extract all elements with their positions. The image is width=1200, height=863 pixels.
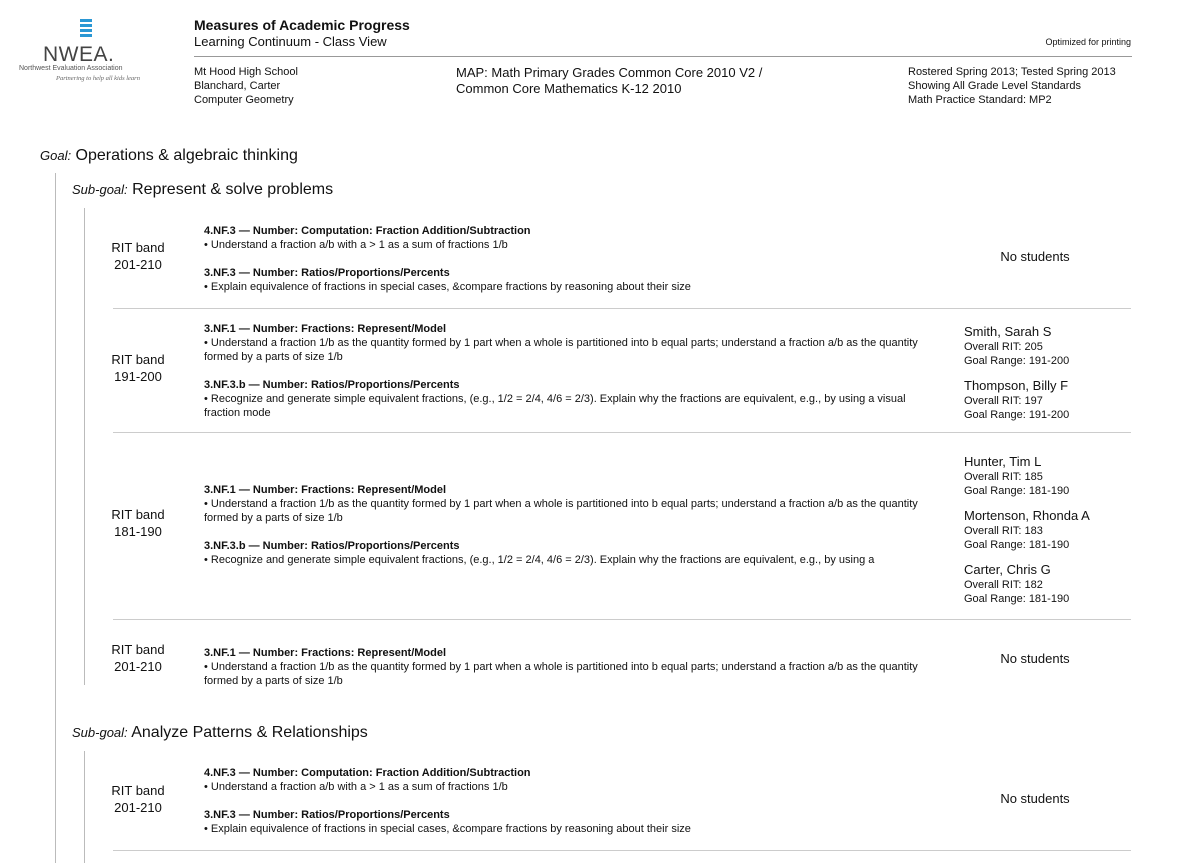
student-rit: Overall RIT: 182 [964,579,1043,591]
standard-desc: • Recognize and generate simple equivalent fractions, (e.g., 1/2 = 2/4, 4/6 = 2/3). Explain why the fractions are equivalent, e.g., by using a visual fraction mode [204,393,906,419]
row-divider [113,432,1131,433]
standard-code: 3.NF.3 — Number: Ratios/Proportions/Percents [204,809,450,821]
map-info [456,65,762,97]
standard-desc: • Understand a fraction 1/b as the quantity formed by 1 part when a whole is partitioned into b equal parts; understand a fraction a/b as the quantity formed by a parts of size 1/b [204,498,918,524]
standards-filter: Showing All Grade Level Standards [908,80,1082,92]
standard-item [204,224,924,252]
standards-list [204,322,924,420]
row-divider [113,619,1131,620]
standard-desc: • Understand a fraction a/b with a > 1 as a sum of fractions 1/b [204,239,508,251]
student-name: Thompson, Billy F [964,378,1069,393]
rit-band-label: RIT band [111,783,165,798]
logo-mark [80,19,92,39]
subgoal-tree-line [84,208,85,685]
standard-code: 3.NF.3.b — Number: Ratios/Proportions/Percents [204,540,460,552]
standard-item [204,539,924,567]
goal-name: Operations & algebraic thinking [75,147,298,164]
student-name: Carter, Chris G [964,562,1051,577]
standard-item [204,808,924,836]
rit-band [100,506,176,540]
logo-wordmark: NWEA. [43,43,115,66]
standard-item [204,322,924,364]
standard-code: 3.NF.1 — Number: Fractions: Represent/Model [204,484,447,496]
no-students-note: No students [1000,791,1070,806]
rit-band-range: 201-210 [114,257,162,272]
student-entry [964,562,1090,606]
class-name: Computer Geometry [194,94,294,106]
subgoal-name: Analyze Patterns & Relationships [131,724,368,741]
roster-term: Rostered Spring 2013; Tested Spring 2013 [908,66,1116,78]
standard-code: 3.NF.3.b — Number: Ratios/Proportions/Percents [204,379,460,391]
rit-band [100,641,176,675]
standards-list [204,646,924,688]
student-goal-range: Goal Range: 181-190 [964,539,1070,551]
rit-band-label: RIT band [111,240,165,255]
rit-band-range: 201-210 [114,659,162,674]
student-rit: Overall RIT: 197 [964,395,1043,407]
student-rit: Overall RIT: 205 [964,341,1043,353]
school-info [194,65,298,107]
student-list [964,454,1090,616]
student-entry [964,378,1069,422]
rit-band-label: RIT band [111,642,165,657]
goal-label: Goal: [40,148,72,163]
standard-code: 4.NF.3 — Number: Computation: Fraction Addition/Subtraction [204,225,531,237]
rit-band-range: 181-190 [114,524,162,539]
rit-band-range: 191-200 [114,369,162,384]
standards-list [204,766,924,836]
student-name: Hunter, Tim L [964,454,1042,469]
rit-band [100,239,176,273]
student-rit: Overall RIT: 183 [964,525,1043,537]
goal-tree-line [55,173,56,863]
student-goal-range: Goal Range: 181-190 [964,485,1070,497]
standards-list [204,483,924,567]
roster-info [908,65,1116,107]
standard-desc: • Understand a fraction 1/b as the quantity formed by 1 part when a whole is partitioned into b equal parts; understand a fraction a/b as the quantity formed by a parts of size 1/b [204,661,918,687]
student-goal-range: Goal Range: 191-200 [964,409,1070,421]
map-test-name: MAP: Math Primary Grades Common Core 2010 V2 / [456,65,763,80]
standard-code: 3.NF.1 — Number: Fractions: Represent/Model [204,647,447,659]
no-students-note: No students [1000,249,1070,264]
logo-org-name: Northwest Evaluation Association [19,65,123,72]
standard-item [204,646,924,688]
school-name: Mt Hood High School [194,66,298,78]
standard-item [204,766,924,794]
rit-band-label: RIT band [111,507,165,522]
goal-heading [40,147,298,165]
standard-code: 3.NF.1 — Number: Fractions: Represent/Model [204,323,447,335]
subgoal-heading [72,724,368,742]
standards-list [204,224,924,294]
student-list [964,324,1069,432]
rit-band-label: RIT band [111,352,165,367]
subgoal-name: Represent & solve problems [132,181,334,198]
standard-item [204,266,924,294]
map-standard-set: Common Core Mathematics K-12 2010 [456,81,682,96]
student-goal-range: Goal Range: 191-200 [964,355,1070,367]
standard-item [204,483,924,525]
student-name: Mortenson, Rhonda A [964,508,1090,523]
student-name: Smith, Sarah S [964,324,1052,339]
practice-standard: Math Practice Standard: MP2 [908,94,1052,106]
standard-code: 4.NF.3 — Number: Computation: Fraction Addition/Subtraction [204,767,531,779]
no-students-note: No students [1000,651,1070,666]
subgoal-tree-line [84,751,85,863]
report-title: Measures of Academic Progress [194,17,410,33]
subgoal-heading [72,181,333,199]
header-divider [194,56,1132,57]
row-divider [113,308,1131,309]
rit-band [100,351,176,385]
standard-desc: • Explain equivalence of fractions in special cases, &compare fractions by reasoning about their size [204,281,691,293]
standard-desc: • Explain equivalence of fractions in special cases, &compare fractions by reasoning about their size [204,823,691,835]
subgoal-label: Sub-goal: [72,182,128,197]
row-divider [113,850,1131,851]
student-goal-range: Goal Range: 181-190 [964,593,1070,605]
standard-code: 3.NF.3 — Number: Ratios/Proportions/Percents [204,267,450,279]
teacher-name: Blanchard, Carter [194,80,281,92]
student-rit: Overall RIT: 185 [964,471,1043,483]
report-subtitle: Learning Continuum - Class View [194,34,387,49]
standard-desc: • Understand a fraction a/b with a > 1 as a sum of fractions 1/b [204,781,508,793]
logo-tagline: Partnering to help all kids learn [56,75,140,82]
rit-band [100,782,176,816]
student-entry [964,508,1090,552]
student-entry [964,324,1069,368]
subgoal-label: Sub-goal: [72,725,128,740]
standard-item [204,378,924,420]
rit-band-range: 201-210 [114,800,162,815]
print-note: Optimized for printing [1045,37,1131,47]
standard-desc: • Recognize and generate simple equivalent fractions, (e.g., 1/2 = 2/4, 4/6 = 2/3). Explain why the fractions are equivalent, e.g., by using a [204,554,875,566]
student-entry [964,454,1090,498]
standard-desc: • Understand a fraction 1/b as the quantity formed by 1 part when a whole is partitioned into b equal parts; understand a fraction a/b as the quantity formed by a parts of size 1/b [204,337,918,363]
